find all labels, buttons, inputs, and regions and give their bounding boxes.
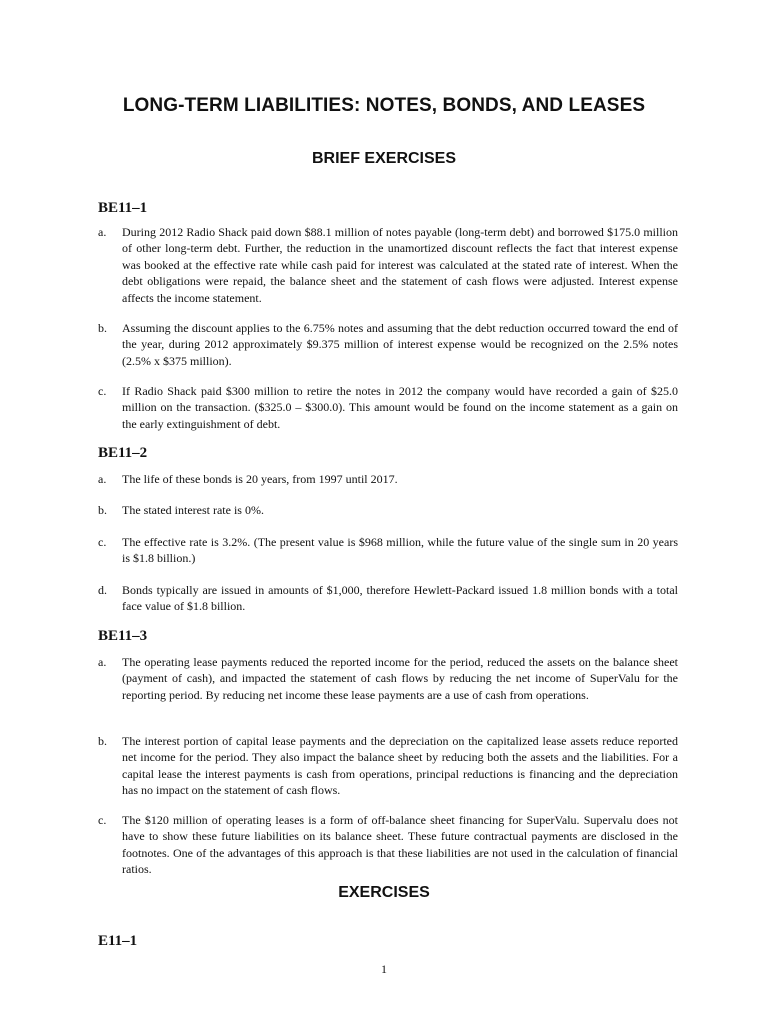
item-text: The stated interest rate is 0%.	[122, 503, 264, 517]
item-text: The effective rate is 3.2%. (The present value is $968 million, while the future value of the single sum in 20 years is $1.8 billion.)	[122, 535, 678, 566]
page-number: 1	[381, 962, 387, 976]
exercise-heading-be11-3: BE11–3	[98, 628, 148, 644]
item-text: If Radio Shack paid $300 million to retire the notes in 2012 the company would have recorded a gain of $25.0 million on the transaction. ($325.0 – $300.0). This amount would be found on the income statement as a gain on the early extinguishment of debt.	[122, 384, 678, 431]
exercise-heading-e11-1: E11–1	[98, 933, 138, 949]
exercise-item-be11-1-a	[98, 224, 678, 306]
exercise-item-be11-1-c	[98, 383, 678, 432]
exercise-item-be11-1-b	[98, 320, 678, 369]
exercise-item-be11-2-d	[98, 582, 678, 615]
exercise-heading-be11-2: BE11–2	[98, 445, 148, 461]
item-text: Bonds typically are issued in amounts of $1,000, therefore Hewlett-Packard issued 1.8 million bonds with a total face value of $1.8 billion.	[122, 583, 678, 614]
item-text: During 2012 Radio Shack paid down $88.1 million of notes payable (long-term debt) and borrowed $175.0 million of other long-term debt. Further, the reduction in the unamortized discount reflects the fact that interest expense was booked at the effective rate while cash paid for interest was calculated at the stated rate of interest. When the debt obligations were repaid, the balance sheet and the statement of cash flows were adjusted. Interest expense affects the income statement.	[122, 225, 678, 305]
item-text: The $120 million of operating leases is a form of off-balance sheet financing for SuperValu. Supervalu does not have to show these future liabilities on its balance sheet. These future contractual payments are disclosed in the footnotes. One of the advantages of this approach is that these liabilities are not used in the calculation of financial ratios.	[122, 813, 678, 877]
item-marker: a.	[98, 472, 107, 486]
section-title-exercises: EXERCISES	[338, 884, 430, 901]
exercise-item-be11-3-c	[98, 812, 678, 878]
item-marker: c.	[98, 384, 107, 398]
item-marker: b.	[98, 734, 107, 748]
exercise-item-be11-3-a	[98, 654, 678, 703]
document-title: LONG-TERM LIABILITIES: NOTES, BONDS, AND LEASES	[122, 95, 646, 116]
item-text: The operating lease payments reduced the reported income for the period, reduced the assets on the balance sheet (payment of cash), and impacted the statement of cash flows by reducing the net income of SuperValu for the reporting period. By reducing net income these lease payments are a use of cash from operations.	[122, 655, 678, 702]
exercise-item-be11-2-a	[98, 471, 678, 487]
exercise-item-be11-2-b	[98, 502, 678, 518]
item-marker: a.	[98, 225, 107, 239]
exercise-heading-be11-1: BE11–1	[98, 200, 148, 216]
item-marker: c.	[98, 535, 107, 549]
item-marker: c.	[98, 813, 107, 827]
section-title-brief-exercises: BRIEF EXERCISES	[311, 150, 457, 167]
exercise-item-be11-2-c	[98, 534, 678, 567]
item-marker: b.	[98, 503, 107, 517]
item-text: Assuming the discount applies to the 6.75% notes and assuming that the debt reduction occurred toward the end of the year, during 2012 approximately $9.375 million of interest expense would be recognized on the 2.5% notes (2.5% x $375 million).	[122, 321, 678, 368]
item-text: The interest portion of capital lease payments and the depreciation on the capitalized lease assets reduce reported net income for the period. They also impact the balance sheet by reducing both the assets and the liabilities. For a capital lease the interest payments is cash from operations, principal reductions is financing and the depreciation has no impact on the statement of cash flows.	[122, 734, 678, 798]
item-marker: b.	[98, 321, 107, 335]
item-text: The life of these bonds is 20 years, from 1997 until 2017.	[122, 472, 398, 486]
item-marker: a.	[98, 655, 107, 669]
exercise-item-be11-3-b	[98, 733, 678, 799]
item-marker: d.	[98, 583, 107, 597]
